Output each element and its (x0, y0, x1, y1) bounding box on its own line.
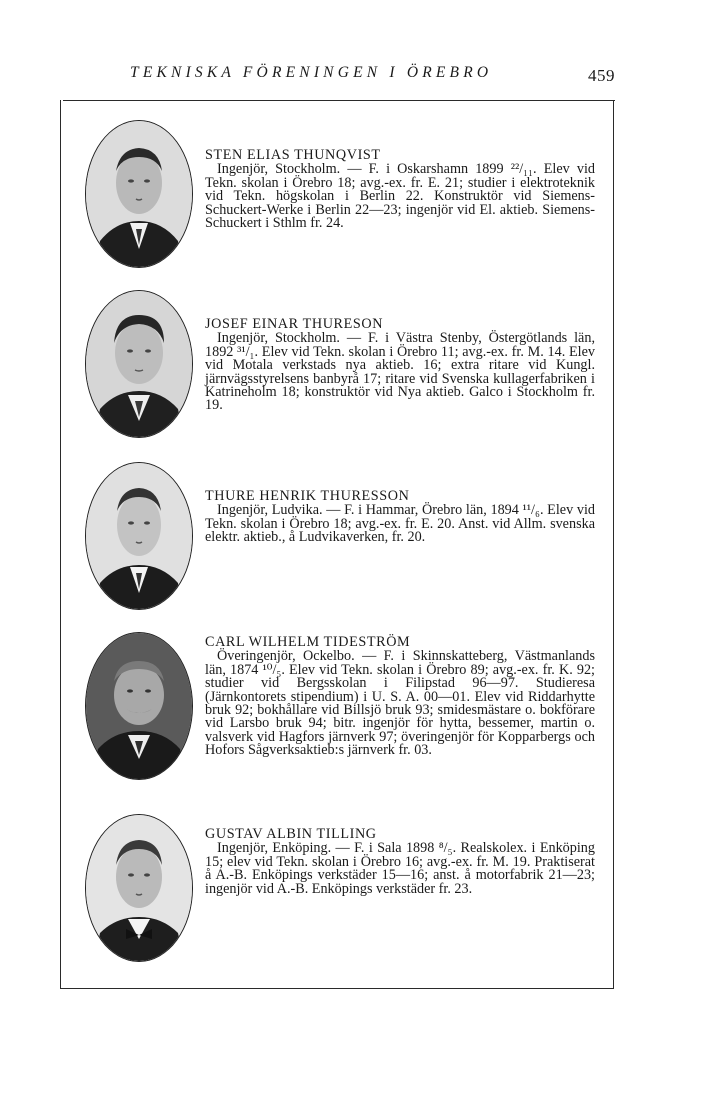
biography: Ingenjör, Enköping. — F. i Sala 1898 ⁸/₅. Realskolex. i Enköping 15; elev vid Tekn. skolan i Örebro 16; avg.-ex. fr. M. 19. Praktiserat å A.-B. Enköpings verkstäder 15—16; anst. å motorfabrik 21—23; ingenjör vid A.-B. Enköpings verkstäder fr. 23. (205, 840, 595, 897)
person-name: STEN ELIAS THUNQVIST (205, 147, 381, 163)
portrait-photo-icon (85, 632, 193, 780)
person-name: CARL WILHELM TIDESTRÖM (205, 634, 411, 650)
page-number: 459 (588, 66, 615, 85)
entries-frame (60, 100, 614, 989)
biography: Ingenjör, Ludvika. — F. i Hammar, Örebro län, 1894 ¹¹/₆. Elev vid Tekn. skolan i Örebro 18; avg.-ex. fr. E. 20. Anst. vid Allm. svenska elektr. aktieb., å Ludvikaverken, fr. 20. (205, 502, 595, 546)
portrait-photo-icon (85, 120, 193, 268)
running-head (0, 62, 720, 86)
entry-text (205, 490, 595, 545)
portrait-photo-icon (85, 290, 193, 438)
person-name: GUSTAV ALBIN TILLING (205, 826, 377, 842)
biography: Ingenjör, Stockholm. — F. i Västra Stenby, Östergötlands län, 1892 ³¹/₁. Elev vid Tekn. skolan i Örebro 11; avg.-ex. fr. M. 14. Elev vid Motala verkstads nya aktieb. 16; extra ritare vid Kungl. järnvägsstyrelsens banbyrå 17; ritare vid Svenska kullagerfabriken i Katrineholm 18; konstruktör vid Nya aktieb. Galco i Stockholm fr. 19. (205, 330, 595, 414)
portrait-photo-icon (85, 814, 193, 962)
biography: Överingenjör, Ockelbo. — F. i Skinnskatteberg, Västmanlands län, 1874 ¹⁰/₅. Elev vid Tekn. skolan i Örebro 89; avg.-ex. fr. K. 92; studier vid Bergsskolan i Filipstad 96—97. Studieresa (Järnkontorets stipendium) i U. S. A. 00—01. Elev vid Riddarhytte bruk 92; bokhållare vid Billsjö bruk 93; smidesmästare o. bokförare vid Larsbo bruk 94; bitr. ingenjör för hytta, bessemer, martin o. valsverk vid Hagfors järnverk 97; överingenjör för Kopparbergs och Hofors Sågverksaktieb:s järnverk fr. 03. (205, 648, 595, 759)
entry-text (205, 636, 595, 758)
entry-text (205, 318, 595, 413)
running-title: TEKNISKA FÖRENINGEN I ÖREBRO (130, 64, 493, 81)
biography: Ingenjör, Stockholm. — F. i Oskarshamn 1899 ²²/₁₁. Elev vid Tekn. skolan i Örebro 18; avg.-ex. fr. E. 21; studier i elektroteknik vid Tekn. högskolan i Berlin 22. Konstruktör vid Siemens-Schuckert-Werke i Berlin 22—23; ingenjör vid El. aktieb. Siemens-Schuckert i Sthlm fr. 24. (205, 161, 595, 232)
portrait-photo-icon (85, 462, 193, 610)
entry-text (205, 828, 595, 896)
person-name: THURE HENRIK THURESSON (205, 488, 410, 504)
entry-text (205, 149, 595, 230)
person-name: JOSEF EINAR THURESON (205, 316, 384, 332)
